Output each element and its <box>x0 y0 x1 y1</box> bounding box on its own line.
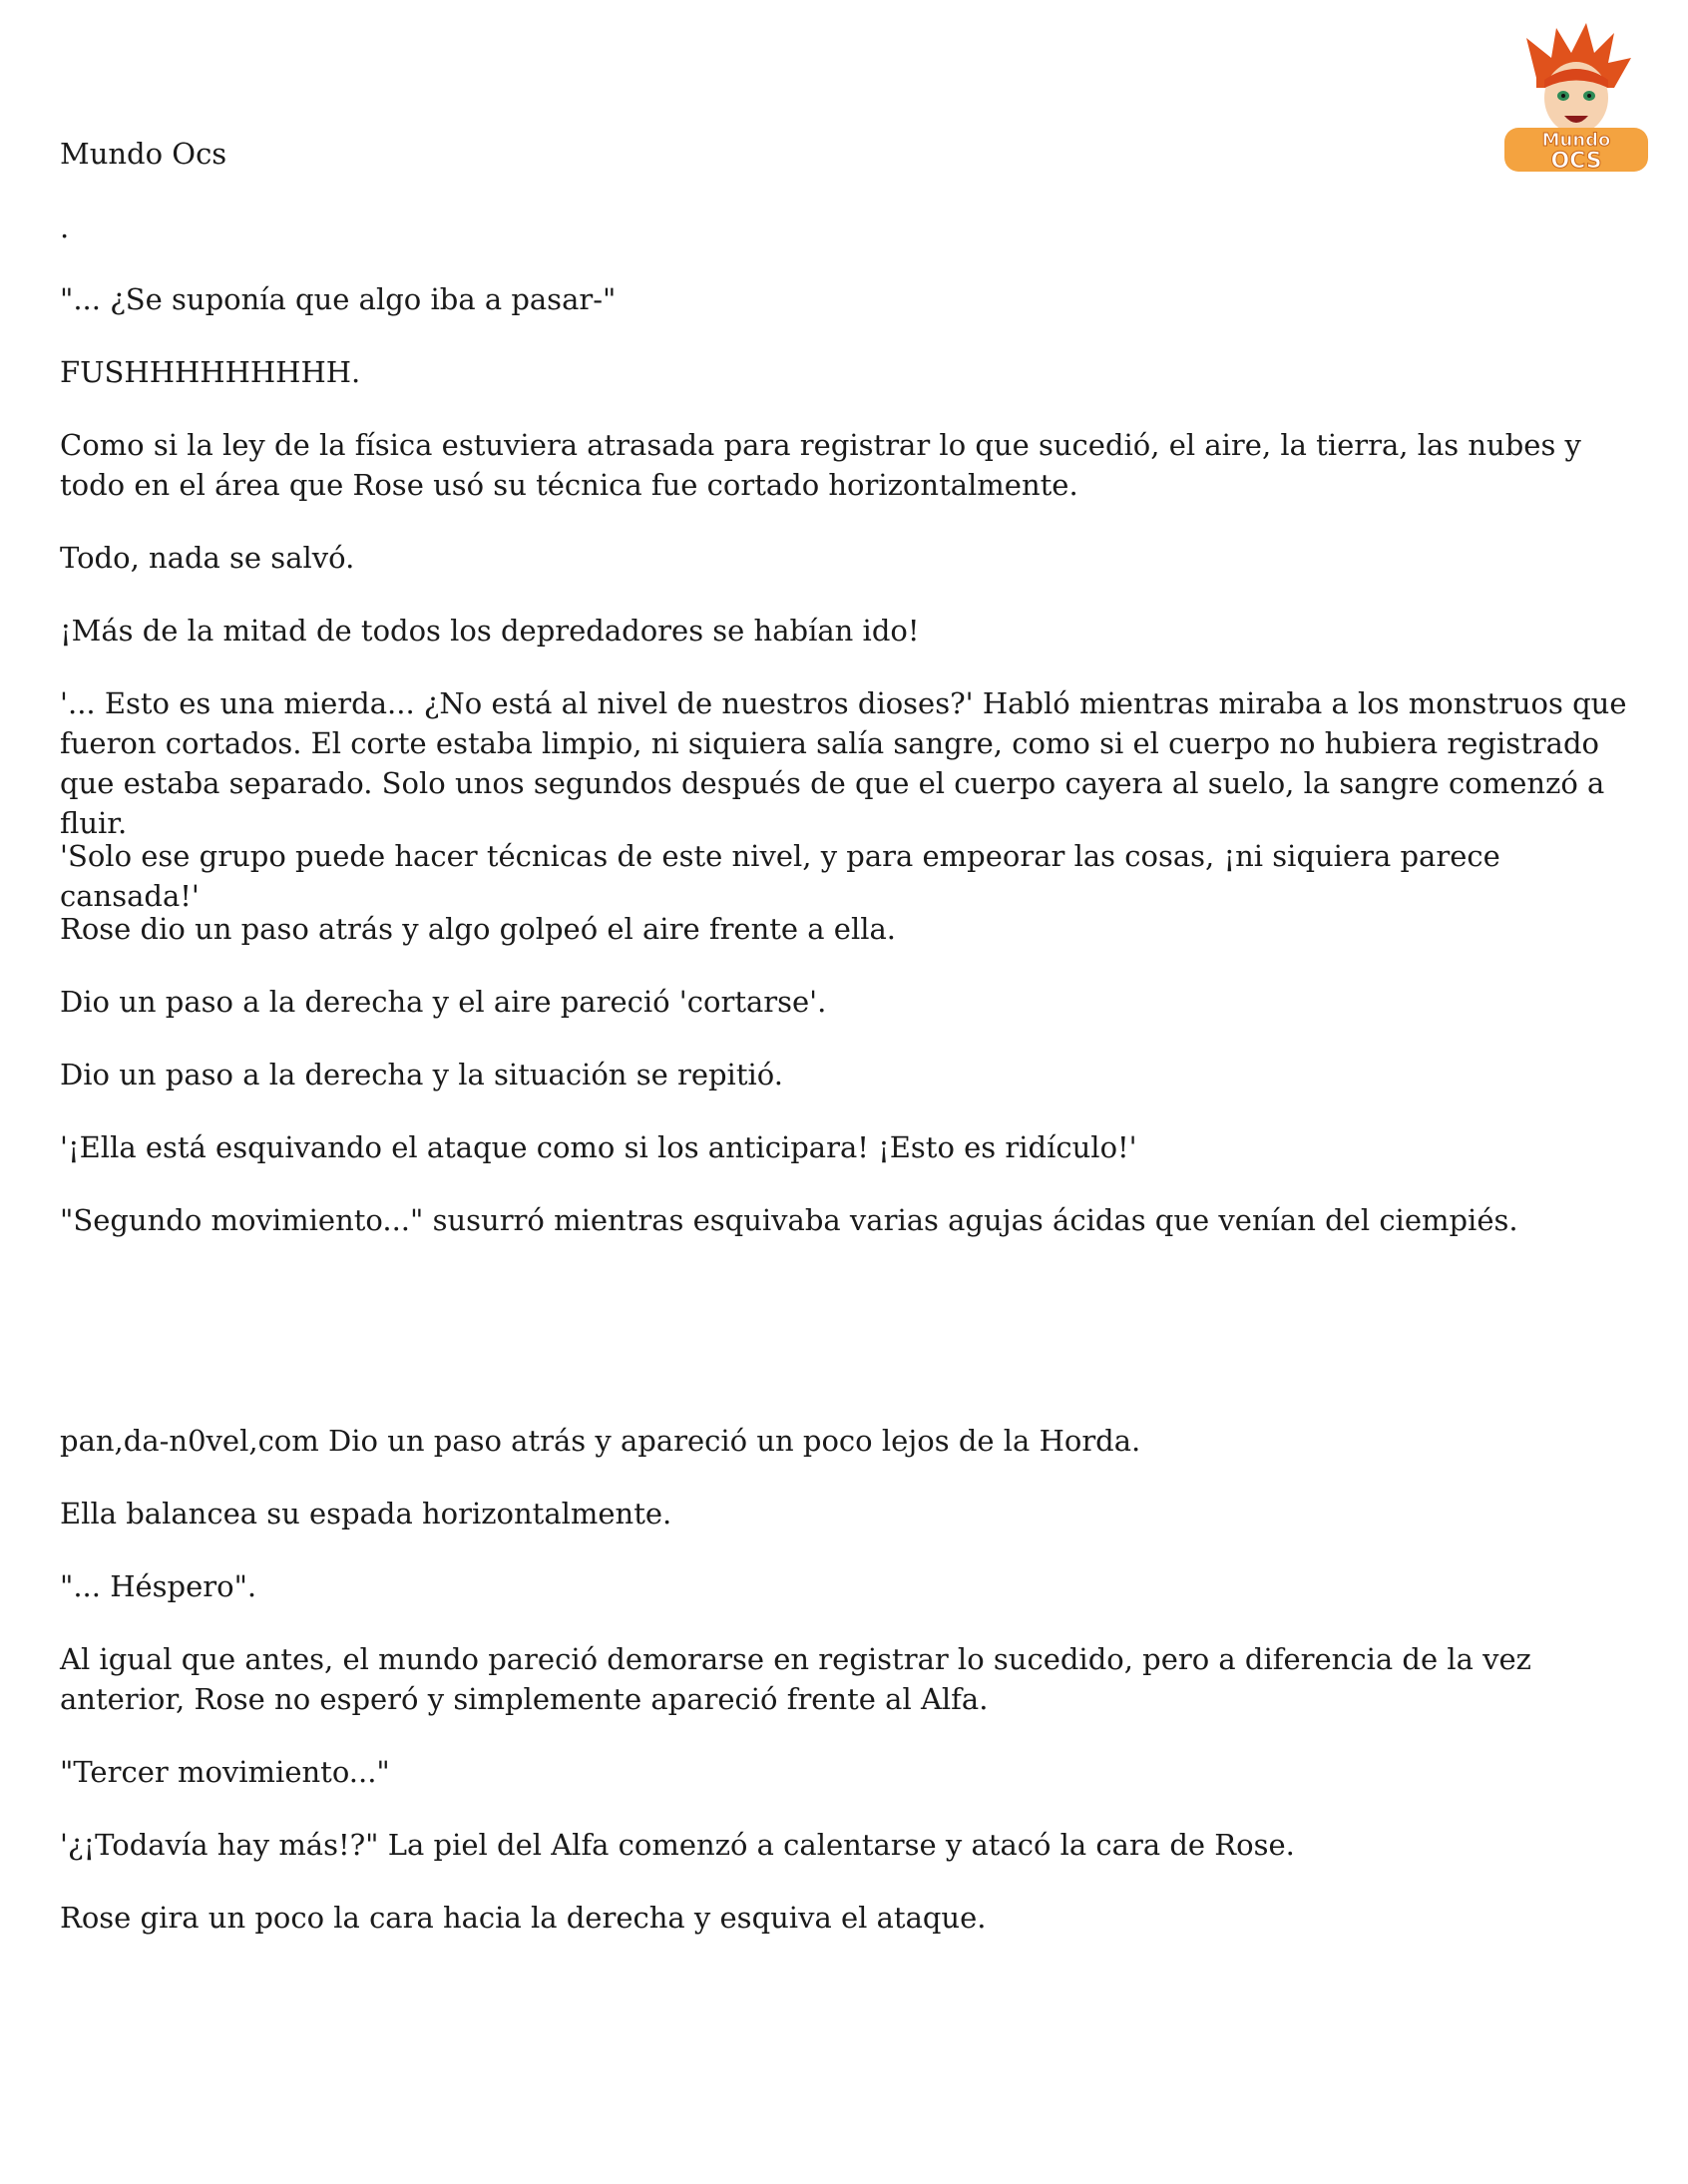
paragraph: '... Esto es una mierda... ¿No está al nivel de nuestros dioses?' Habló mientras miraba a los monstruos que fueron cortados. El corte estaba limpio, ni siquiera salía sangre, como si el cuerpo no hubiera registrado que estaba separado. Solo unos segundos después de que el cuerpo cayera al suelo, la sangre comenzó a fluir. <box>60 686 1627 840</box>
paragraph: 'Solo ese grupo puede hacer técnicas de este nivel, y para empeorar las cosas, ¡ni siquiera parece cansada!' <box>60 839 1500 913</box>
paragraph: FUSHHHHHHHHH. <box>60 355 361 389</box>
paragraph: Al igual que antes, el mundo pareció demorarse en registrar lo sucedido, pero a diferencia de la vez anterior, Rose no esperó y simplemente apareció frente al Alfa. <box>60 1642 1531 1716</box>
paragraph: "... Héspero". <box>60 1569 257 1603</box>
paragraph: pan,da-n0vel,com Dio un paso atrás y apareció un poco lejos de la Horda. <box>60 1424 1141 1458</box>
paragraph: Ella balancea su espada horizontalmente. <box>60 1497 672 1530</box>
svg-text:OCS: OCS <box>1550 149 1602 174</box>
paragraph: Como si la ley de la física estuviera atrasada para registrar lo que sucedió, el aire, la tierra, las nubes y todo en el área que Rose usó su técnica fue cortado horizontalmente. <box>60 428 1581 502</box>
paragraph: "... ¿Se suponía que algo iba a pasar-" <box>60 282 617 316</box>
paragraph: ¡Más de la mitad de todos los depredadores se habían ido! <box>60 614 920 648</box>
site-name-heading: Mundo Ocs <box>60 137 227 171</box>
paragraph: Rose dio un paso atrás y algo golpeó el aire frente a ella. <box>60 912 897 946</box>
paragraph: Dio un paso a la derecha y la situación se repitió. <box>60 1058 783 1092</box>
svg-text:Mundo: Mundo <box>1541 130 1611 151</box>
paragraph: Dio un paso a la derecha y el aire pareció 'cortarse'. <box>60 985 827 1019</box>
paragraph: Todo, nada se salvó. <box>60 541 355 575</box>
paragraph: Rose gira un poco la cara hacia la derecha y esquiva el ataque. <box>60 1901 987 1935</box>
paragraph: '¿¡Todavía hay más!?" La piel del Alfa comenzó a calentarse y atacó la cara de Rose. <box>60 1828 1295 1862</box>
paragraph: '¡Ella está esquivando el ataque como si los anticipara! ¡Esto es ridículo!' <box>60 1130 1137 1164</box>
paragraph: "Tercer movimiento..." <box>60 1755 390 1789</box>
paragraph: "Segundo movimiento..." susurró mientras esquivaba varias agujas ácidas que venían del ciempiés. <box>60 1203 1518 1237</box>
paragraph: . <box>60 211 70 244</box>
